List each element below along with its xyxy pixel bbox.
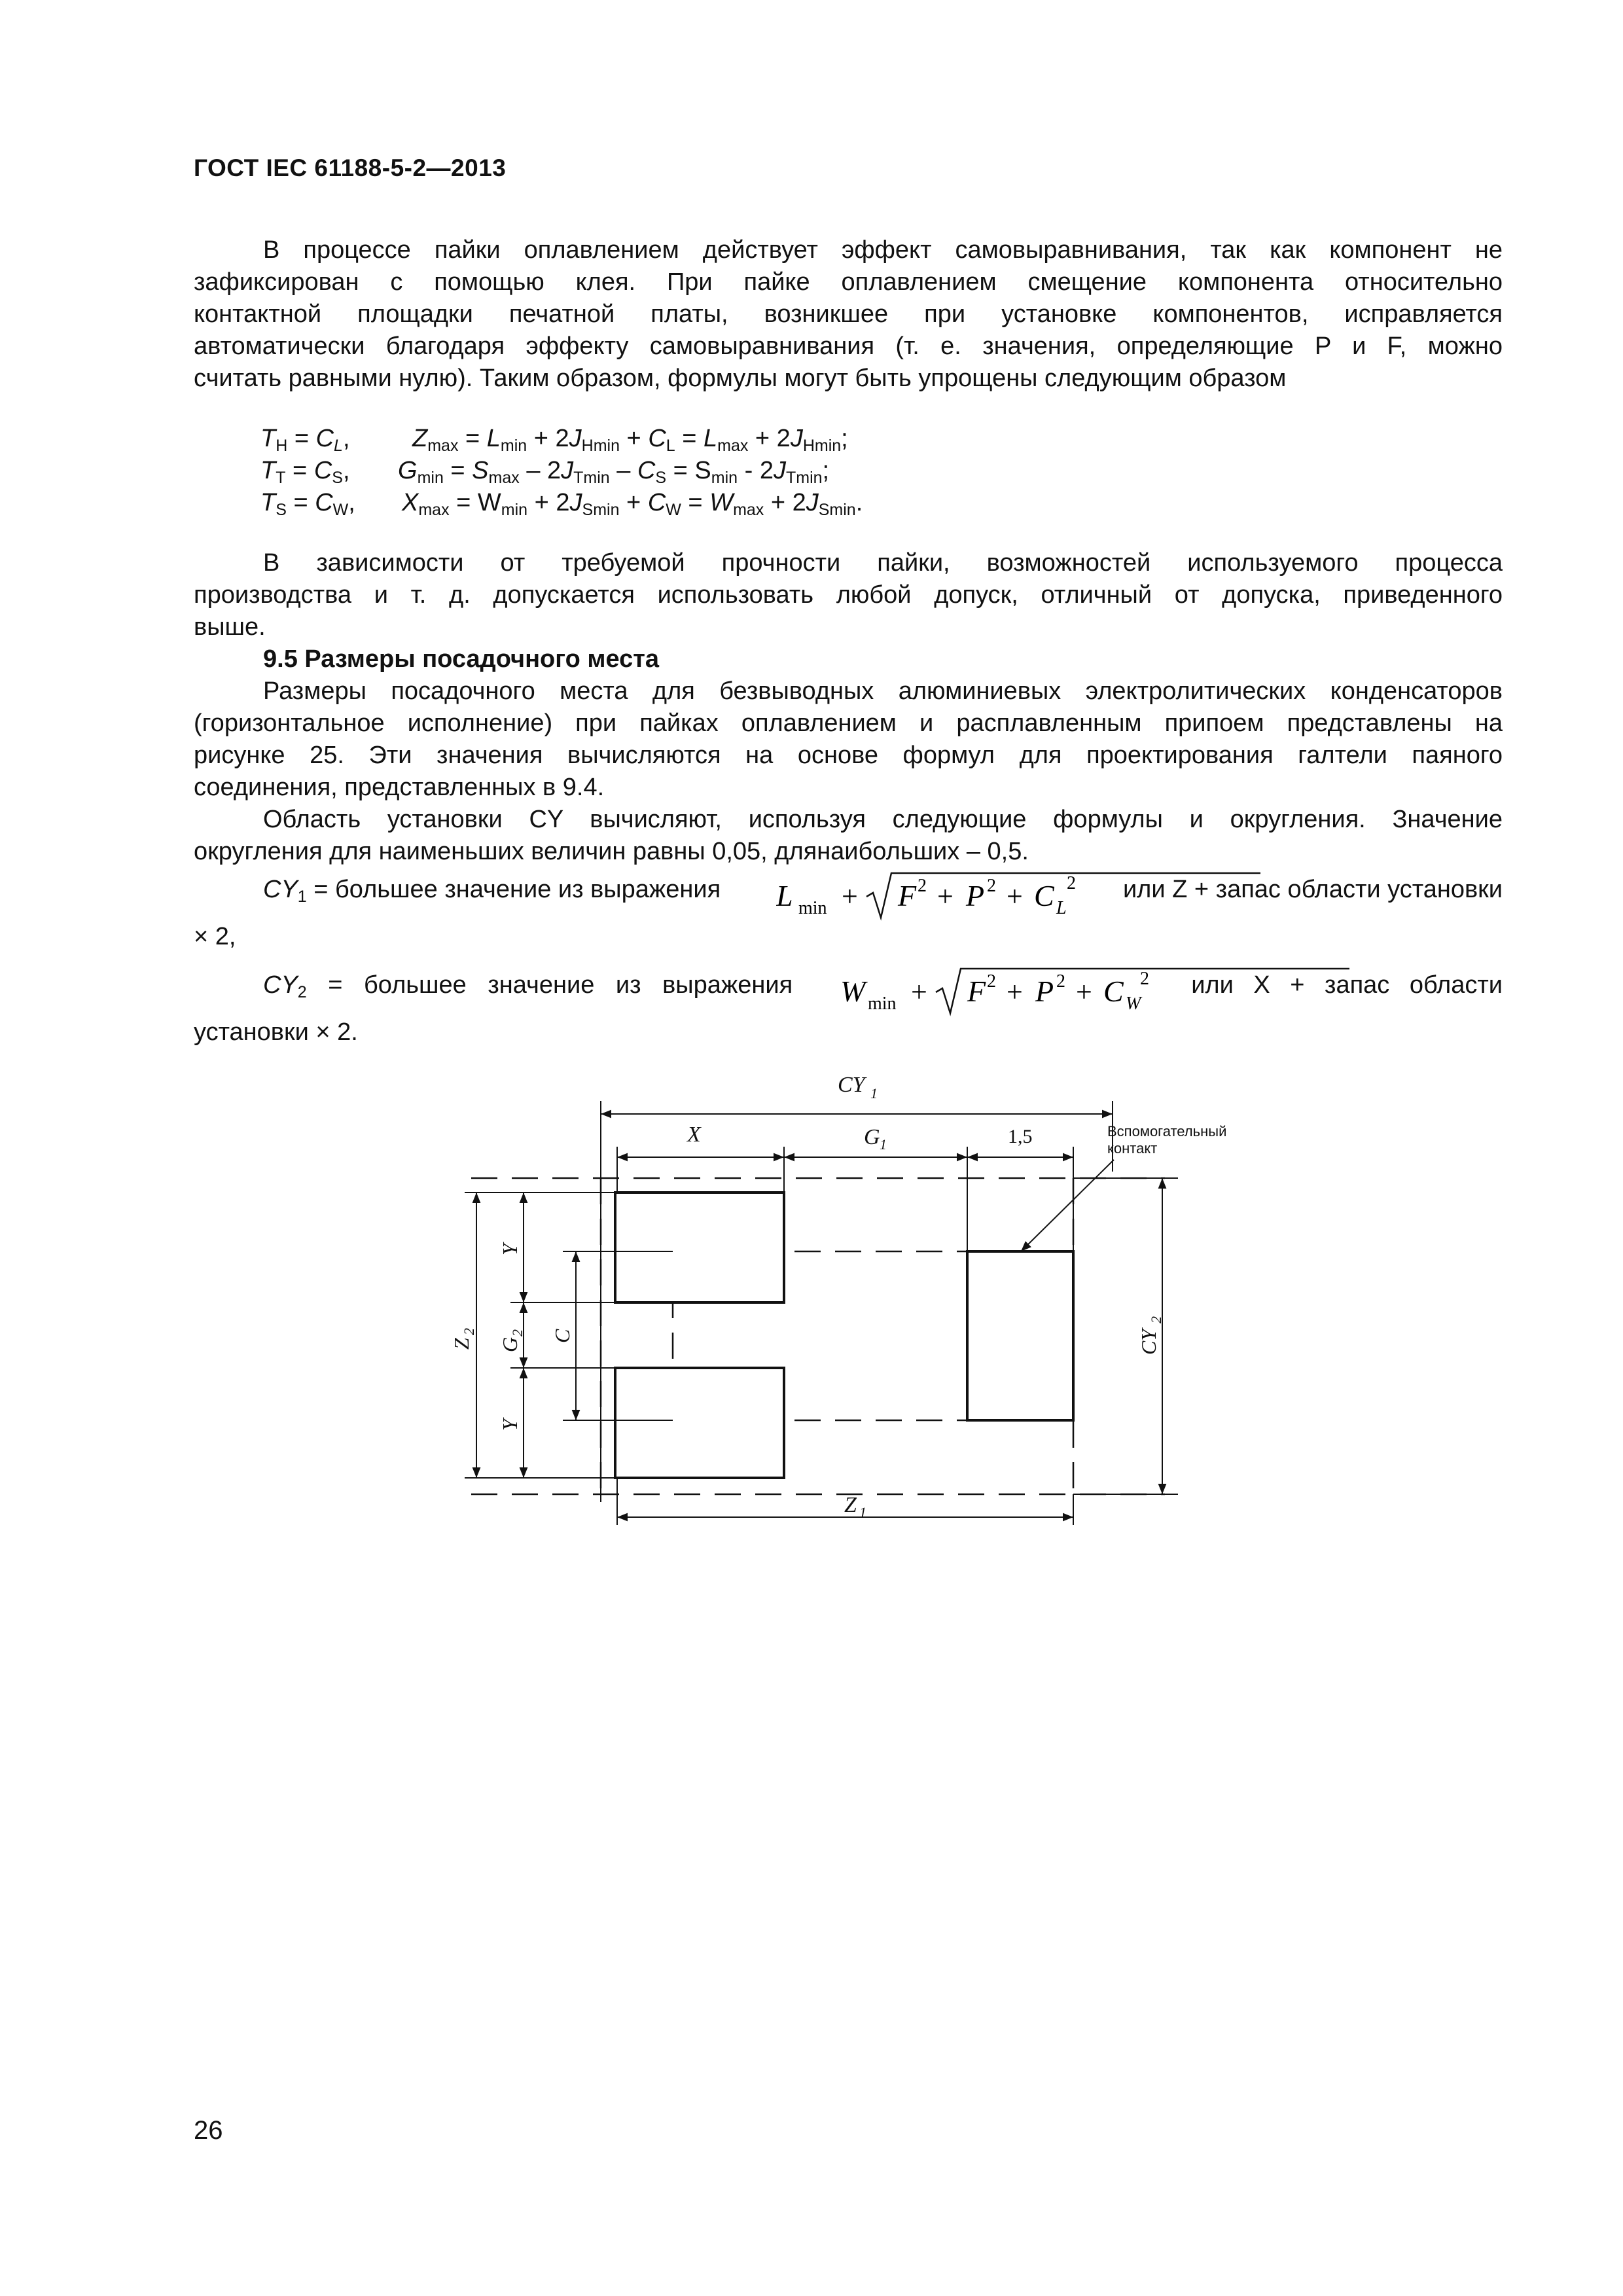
label-x: X xyxy=(687,1122,701,1147)
svg-text:min: min xyxy=(868,994,897,1014)
cy2-right: или X + запас области xyxy=(1191,971,1503,999)
svg-text:2: 2 xyxy=(987,971,996,992)
svg-text:W: W xyxy=(840,975,866,1008)
label-c: C xyxy=(550,1329,574,1343)
svg-text:+: + xyxy=(1076,976,1092,1008)
formula-tt: $T_T = C_S$, xyxy=(260,457,350,487)
label-z1-sub: 1 xyxy=(859,1504,866,1520)
label-1-5: 1,5 xyxy=(1008,1126,1033,1147)
paragraph-line: установки × 2. xyxy=(194,1018,358,1046)
paragraph-line: рисунке 25. Эти значения вычисляются на основе формул для проектирования галтели паяного xyxy=(194,742,1503,769)
formula-gmin: $G_{min} = S_{max} - 2J_{Tmin} - C_S = S_{min} - 2J_{Tmin}$; xyxy=(398,457,830,487)
svg-text:+: + xyxy=(842,880,858,912)
paragraph-line: зафиксирован с помощью клея. При пайке оплавлением смещение компонента относительно xyxy=(194,268,1503,296)
svg-text:2: 2 xyxy=(987,876,996,896)
paragraph-line: выше. xyxy=(194,613,266,641)
svg-text:F: F xyxy=(967,975,986,1008)
svg-text:2: 2 xyxy=(1056,971,1065,992)
label-cy1: CY xyxy=(838,1073,865,1097)
label-cy1-sub: 1 xyxy=(870,1085,878,1102)
paragraph-line: В зависимости от требуемой прочности пайки, возможностей используемого процесса xyxy=(263,549,1503,577)
svg-text:F: F xyxy=(898,879,917,912)
svg-text:+: + xyxy=(937,880,954,912)
cy2-label: $CY_2$ = большее значение из выражения xyxy=(263,971,793,1001)
label-y-top: Y xyxy=(498,1244,522,1255)
paragraph-line: В процессе пайки оплавлением действует эффект самовыравнивания, так как компонент не xyxy=(263,236,1503,264)
label-aux-contact-1: Вспомогательный xyxy=(1107,1123,1227,1139)
svg-text:P: P xyxy=(966,879,985,912)
svg-text:+: + xyxy=(1007,976,1023,1008)
label-y-bottom: Y xyxy=(498,1419,522,1431)
svg-text:P: P xyxy=(1035,975,1054,1008)
paragraph-line: Размеры посадочного места для безвыводных алюминиевых электролитических конденсаторов xyxy=(263,677,1503,705)
svg-text:min: min xyxy=(798,898,827,918)
svg-text:W: W xyxy=(1126,994,1141,1014)
svg-text:C: C xyxy=(1103,975,1124,1008)
label-cy2: CY xyxy=(1137,1329,1160,1355)
label-g1: G xyxy=(864,1125,880,1149)
svg-text:+: + xyxy=(1007,880,1023,912)
cy1-right: или Z + запас области установки xyxy=(1122,876,1503,903)
paragraph-line: Область установки CY вычисляют, используя следующие формулы и округления. Значение xyxy=(263,806,1503,833)
label-aux-contact-2: контакт xyxy=(1107,1140,1158,1157)
paragraph-line: округления для наименьших величин равны 0,05, длянаибольших – 0,5. xyxy=(194,838,1029,865)
label-z1: Z xyxy=(844,1493,857,1517)
svg-text:+: + xyxy=(911,976,927,1008)
paragraph-line: (горизонтальное исполнение) при пайках оплавлением и расплавленным припоем представлены на xyxy=(194,709,1503,737)
svg-text:L: L xyxy=(1056,898,1067,918)
svg-text:2: 2 xyxy=(1067,873,1076,893)
label-g1-sub: 1 xyxy=(880,1136,887,1153)
paragraph-line: автоматически благодаря эффекту самовыравнивания (т. е. значения, определяющие P и F, можно xyxy=(194,332,1503,360)
page-number: 26 xyxy=(194,2116,223,2145)
cy1-label: $CY_1$ = большее значение из выражения xyxy=(263,876,721,906)
paragraph-line: × 2, xyxy=(194,923,236,950)
paragraph-line: контактной площадки печатной платы, возникшее при установке компонентов, исправляется xyxy=(194,300,1503,328)
svg-text:2: 2 xyxy=(918,876,927,896)
document-header: ГОСТ IEC 61188-5-2—2013 xyxy=(194,154,507,181)
svg-text:2: 2 xyxy=(1140,969,1149,989)
section-heading: 9.5 Размеры посадочного места xyxy=(263,645,659,673)
label-g2: G xyxy=(498,1336,522,1352)
label-cy2-sub: 2 xyxy=(1148,1316,1164,1323)
paragraph-line: соединения, представленных в 9.4. xyxy=(194,774,605,801)
paragraph-line: производства и т. д. допускается использовать любой допуск, отличный от допуска, приведенного xyxy=(194,581,1503,609)
formula-zmax: $Z_{max} = L_{min} + 2J_{Hmin} + C_L = L_{max} + 2J_{Hmin}$; xyxy=(412,425,848,455)
formula-ts: $T_S = C_W$, xyxy=(260,489,355,519)
label-z2-sub: 2 xyxy=(461,1328,477,1335)
label-z2: Z xyxy=(450,1338,473,1350)
formula-xmax: $X_{max} = W_{min} + 2J_{Smin} + C_W = W_{max} + 2J_{Smin}$. xyxy=(402,489,863,519)
svg-text:C: C xyxy=(1034,879,1054,912)
paragraph-line: считать равными нулю). Таким образом, формулы могут быть упрощены следующим образом xyxy=(194,365,1287,392)
formula-th: $T_H = C_L$, xyxy=(260,425,350,455)
label-g2-sub: 2 xyxy=(509,1329,526,1336)
svg-text:L: L xyxy=(776,879,793,912)
